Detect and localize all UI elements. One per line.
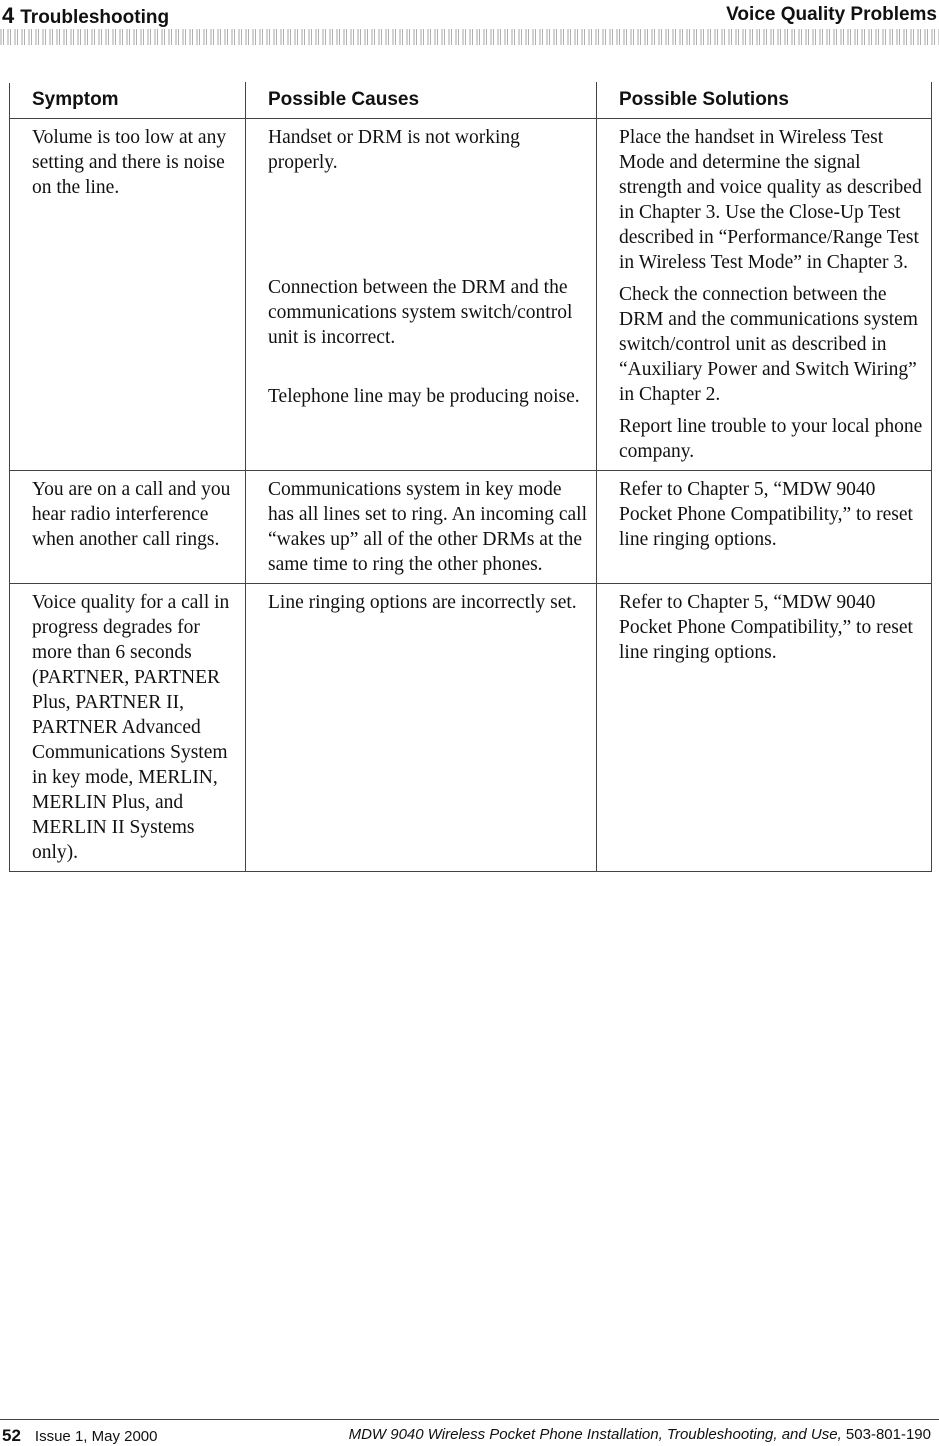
cause-text: Connection between the DRM and the communications system switch/control unit is incorrect.	[268, 277, 573, 348]
table-row	[10, 119, 932, 471]
cause-text: Communications system in key mode has all lines set to ring. An incoming call “wakes up” all of the other DRMs at the same time to ring the other phones.	[268, 479, 587, 575]
causes-cell	[246, 119, 597, 471]
chapter-heading	[2, 3, 169, 29]
chapter-number: 4	[2, 3, 15, 28]
cause-text: Telephone line may be producing noise.	[268, 386, 580, 407]
symptom-cell	[10, 584, 246, 872]
solutions-cell	[597, 584, 932, 872]
document-number: 503-801-190	[845, 1426, 931, 1443]
solutions-cell	[597, 471, 932, 584]
issue-date: Issue 1, May 2000	[34, 1428, 158, 1445]
solution-text: Refer to Chapter 5, “MDW 9040 Pocket Phone Compatibility,” to reset line ringing options.	[619, 592, 913, 663]
page-header	[0, 0, 939, 30]
chapter-title: Troubleshooting	[20, 7, 170, 28]
footer-right	[349, 1426, 931, 1443]
document-title: MDW 9040 Wireless Pocket Phone Installation, Troubleshooting, and Use,	[348, 1426, 842, 1443]
solution-text: Check the connection between the DRM and the communications system switch/control unit as described in “Auxiliary Power and Switch Wiring” in Chapter 2.	[619, 284, 918, 405]
causes-cell	[246, 584, 597, 872]
column-header-symptom: Symptom	[10, 83, 246, 119]
symptom-cell	[10, 471, 246, 584]
table-row	[10, 471, 932, 584]
solution-text: Place the handset in Wireless Test Mode and determine the signal strength and voice quality as described in Chapter 3. Use the Close-Up Test described in “Performance/Range Test in Wireless Test Mode” in Chapter 3.	[619, 127, 922, 273]
page-number: 52	[2, 1426, 21, 1445]
table-row	[10, 584, 932, 872]
solution-text: Report line trouble to your local phone company.	[619, 416, 923, 462]
cause-text: Line ringing options are incorrectly set.	[268, 592, 577, 613]
causes-cell	[246, 471, 597, 584]
troubleshooting-table	[9, 82, 932, 872]
symptom-text: Voice quality for a call in progress degrades for more than 6 seconds (PARTNER, PARTNER Plus, PARTNER II, PARTNER Advanced Communications System in key mode, MERLIN, MERLIN Plus, and MERLIN II Systems only).	[32, 592, 230, 863]
column-header-solutions: Possible Solutions	[597, 83, 932, 119]
symptom-text: You are on a call and you hear radio interference when another call rings.	[32, 479, 231, 550]
symptom-text: Volume is too low at any setting and there is noise on the line.	[32, 127, 227, 198]
table-header-row	[10, 83, 932, 119]
column-header-causes: Possible Causes	[246, 83, 597, 119]
footer-left	[2, 1426, 158, 1446]
cause-text: Handset or DRM is not working properly.	[268, 127, 520, 173]
solution-text: Refer to Chapter 5, “MDW 9040 Pocket Phone Compatibility,” to reset line ringing options.	[619, 479, 913, 550]
solutions-cell	[597, 119, 932, 471]
page-footer	[0, 1419, 939, 1446]
header-decorative-band	[0, 29, 939, 45]
symptom-cell	[10, 119, 246, 471]
section-title: Voice Quality Problems	[726, 4, 937, 25]
